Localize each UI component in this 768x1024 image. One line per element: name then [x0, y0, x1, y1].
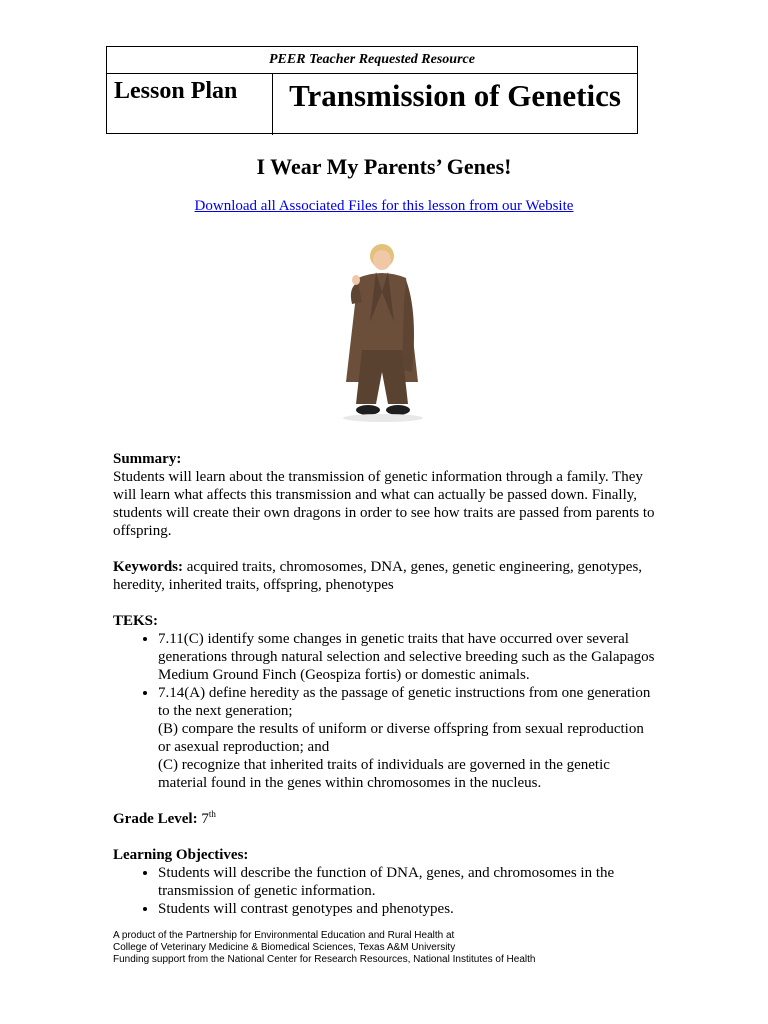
header-table — [106, 46, 638, 134]
teks-item-b: (B) compare the results of uniform or diverse offspring from sexual reproduction or asexual reproduction; and — [158, 721, 644, 755]
teks-heading: TEKS: — [113, 613, 159, 629]
objective-item: • Students will describe the function of DNA, genes, and chromosomes in the transmission of genetic information. — [158, 864, 658, 900]
resource-banner: PEER Teacher Requested Resource — [107, 47, 637, 74]
unit-title: Transmission of Genetics — [289, 78, 621, 113]
summary-text: Students will learn about the transmission of genetic information through a family. They will learn what affects this transmission and what can actually be passed down. Finally, students will create their own dragons in order to see how traits are passed from parents to offspring. — [113, 469, 655, 539]
teks-item-a: 7.14(A) define heredity as the passage of genetic instructions from one generation to the next generation; — [158, 685, 651, 719]
footer-line: A product of the Partnership for Environmental Education and Rural Health at — [113, 930, 455, 941]
keywords — [113, 558, 658, 594]
header-row — [107, 74, 637, 135]
grade-suffix: th — [208, 809, 216, 819]
footer-line: Funding support from the National Center for Research Resources, National Institutes of Health — [113, 954, 536, 965]
summary-heading: Summary: — [113, 451, 182, 467]
grade-level — [113, 810, 658, 828]
grade-value: 7 — [197, 811, 209, 827]
teks-item-c: (C) recognize that inherited traits of individuals are governed in the genetic material found in the genes within chromosomes in the nucleus. — [158, 757, 610, 791]
objective-item: • Students will contrast genotypes and phenotypes. — [158, 900, 658, 918]
teks-list — [113, 630, 658, 792]
lesson-plan-label: Lesson Plan — [107, 74, 273, 135]
lesson-content — [113, 450, 658, 918]
download-files-link[interactable]: Download all Associated Files for this lesson from our Website — [194, 198, 574, 214]
grade-heading: Grade Level: — [113, 811, 198, 827]
keywords-text: acquired traits, chromosomes, DNA, genes, genetic engineering, genotypes, heredity, inherited traits, offspring, phenotypes — [113, 559, 643, 593]
keywords-heading: Keywords: — [113, 559, 183, 575]
teks-item — [158, 684, 658, 792]
child-in-oversized-suit-photo — [318, 232, 450, 432]
teks-item: • 7.11(C) identify some changes in genetic traits that have occurred over several generations through natural selection and selective breeding such as the Galapagos Medium Ground Finch (Geospiza fortis) or domestic animals. — [158, 630, 658, 684]
footer-line: College of Veterinary Medicine & Biomedical Sciences, Texas A&M University — [113, 942, 456, 953]
footer — [113, 930, 535, 966]
objectives-heading: Learning Objectives: — [113, 847, 249, 863]
objectives-list — [113, 864, 658, 918]
page-title: I Wear My Parents’ Genes! — [256, 154, 512, 179]
